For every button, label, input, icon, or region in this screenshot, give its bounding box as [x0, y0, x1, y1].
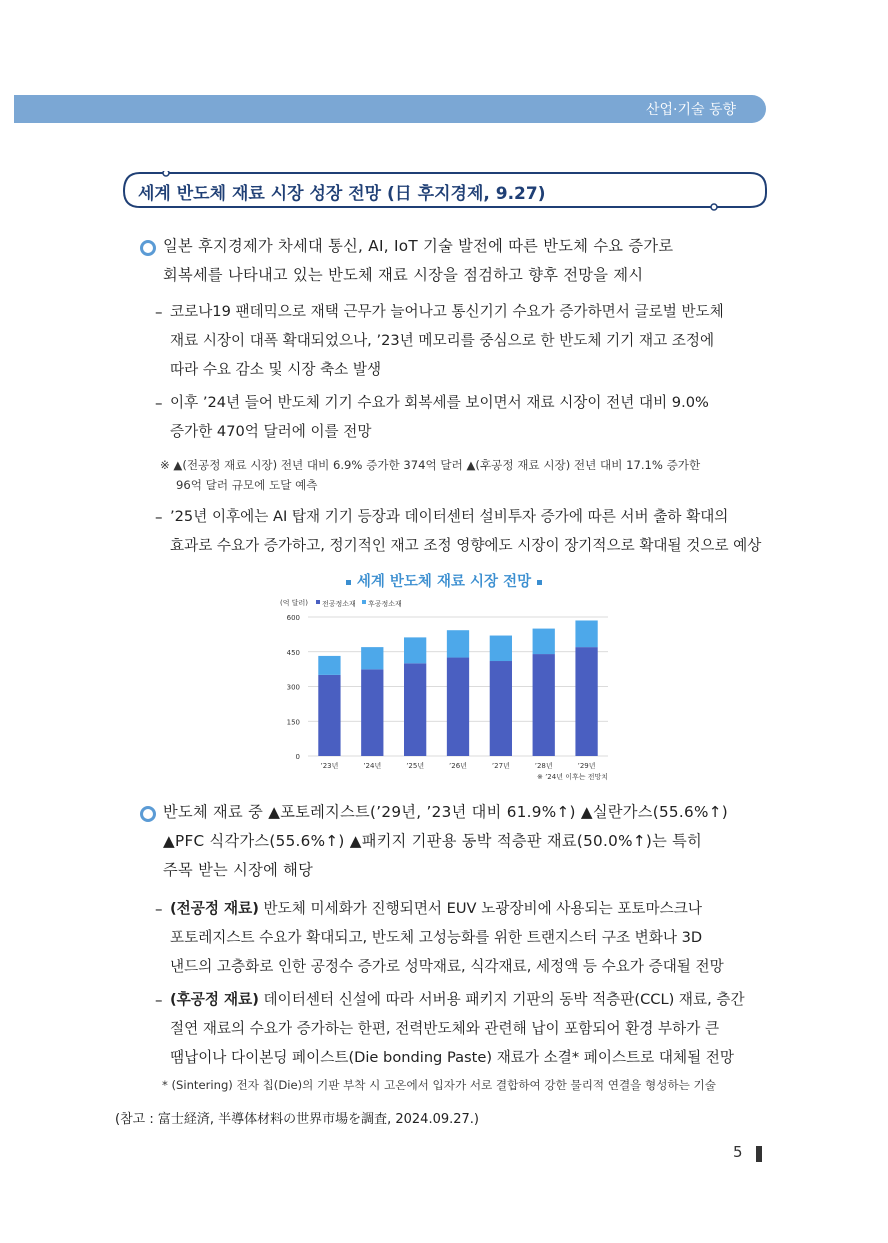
section1-bullet-text [163, 232, 673, 290]
x-tick-label: ’23년 [320, 762, 339, 770]
y-tick-label: 0 [295, 753, 300, 761]
legend-label: 전공정소재 [322, 600, 356, 608]
text-line: 코로나19 팬데믹으로 재택 근무가 늘어나고 통신기기 수요가 증가하면서 글로벌 반도체 [170, 303, 724, 320]
section2-note: * (Sintering) 전자 칩(Die)의 기판 부착 시 고온에서 입자가 서로 결합하여 강한 물리적 연결을 형성하는 기술 [162, 1078, 716, 1092]
item-label: (후공정 재료) [170, 991, 259, 1008]
text-line: 주목 받는 시장에 해당 [163, 861, 314, 879]
circle-bullet-icon [140, 806, 156, 822]
x-tick-label: ’27년 [491, 762, 510, 770]
dash-bullet-icon: – [155, 991, 163, 1009]
text-line: ▲PFC 식각가스(55.6%↑) ▲패키지 기판용 동박 적층판 재료(50.0%↑)는 특히 [163, 832, 703, 850]
bar-front-end [533, 654, 555, 756]
section1-note [160, 455, 700, 495]
text-line: 증가한 470억 달러에 이를 전망 [170, 423, 372, 440]
section1-item2 [170, 388, 709, 446]
bar-front-end [404, 663, 426, 756]
text-line: 반도체 미세화가 진행되면서 EUV 노광장비에 사용되는 포토마스크나 [258, 900, 702, 917]
x-tick-label: ’24년 [363, 762, 382, 770]
bar-front-end [447, 658, 469, 756]
x-tick-label: ’29년 [577, 762, 596, 770]
text-line: 절연 재료의 수요가 증가하는 한편, 전력반도체와 관련해 납이 포함되어 환경 부하가 큰 [170, 1020, 720, 1037]
legend-label: 후공정소재 [368, 600, 402, 608]
text-line: 반도체 재료 중 ▲포토레지스트(’29년, ’23년 대비 61.9%↑) ▲실란가스(55.6%↑) [163, 803, 728, 821]
unit-label: (억 달러) [280, 599, 308, 607]
item-label: (전공정 재료) [170, 900, 259, 917]
chart-title [0, 570, 888, 591]
section2-bullet-text [163, 798, 728, 885]
text-line: ※ ▲(전공정 재료 시장) 전년 대비 6.9% 증가한 374억 달러 ▲(후공정 재료 시장) 전년 대비 17.1% 증가한 [160, 458, 701, 472]
bar-back-end [361, 647, 383, 669]
y-tick-label: 300 [286, 683, 300, 692]
dash-bullet-icon: – [155, 508, 163, 526]
dash-bullet-icon: – [155, 394, 163, 412]
section-label: 산업·기술 동향 [645, 102, 736, 118]
bar-front-end [490, 661, 512, 756]
circle-bullet-icon [140, 240, 156, 256]
text-line: 96억 달러 규모에 도달 예측 [176, 478, 318, 492]
dash-bullet-icon: – [155, 900, 163, 918]
text-line: 따라 수요 감소 및 시장 축소 발생 [170, 361, 382, 378]
y-tick-label: 600 [286, 614, 300, 622]
bar-back-end [404, 637, 426, 663]
dash-bullet-icon: – [155, 303, 163, 321]
text-line: 회복세를 나타내고 있는 반도체 재료 시장을 점검하고 향후 전망을 제시 [163, 266, 644, 284]
text-line: 효과로 수요가 증가하고, 정기적인 재고 조정 영향에도 시장이 장기적으로 확대될 것으로 예상 [170, 537, 762, 554]
text-line: 낸드의 고층화로 인한 공정수 증가로 성막재료, 식각재료, 세정액 등 수요가 증대될 전망 [170, 958, 724, 975]
page-marker-bar [756, 1146, 762, 1162]
section1-item3 [170, 502, 761, 560]
page-number: 5 [733, 1143, 743, 1161]
text-line: 땜납이나 다이본딩 페이스트(Die bonding Paste) 재료가 소결* 페이스트로 대체될 전망 [170, 1049, 735, 1066]
text-line: 일본 후지경제가 차세대 통신, AI, IoT 기술 발전에 따른 반도체 수요 증가로 [163, 237, 674, 255]
x-tick-label: ’25년 [406, 762, 425, 770]
square-bullet-icon [537, 580, 542, 585]
text-line: ’25년 이후에는 AI 탑재 기기 등장과 데이터센터 설비투자 증가에 따른 서버 출하 확대의 [170, 508, 729, 525]
bar-back-end [575, 620, 597, 647]
bar-chart [278, 595, 638, 785]
section2-item2 [170, 985, 745, 1072]
bar-front-end [318, 675, 340, 756]
title-box [120, 171, 766, 209]
square-bullet-icon [346, 580, 351, 585]
section2-item1 [170, 894, 724, 981]
bar-back-end [318, 656, 340, 675]
x-tick-label: ’28년 [534, 762, 553, 770]
bar-back-end [533, 629, 555, 654]
bar-front-end [361, 669, 383, 756]
y-tick-label: 150 [286, 718, 300, 727]
x-tick-label: ’26년 [449, 762, 467, 770]
text-line: 포토레지스트 수요가 확대되고, 반도체 고성능화를 위한 트랜지스터 구조 변화나 3D [170, 929, 703, 946]
y-tick-label: 450 [286, 648, 300, 657]
legend-swatch [362, 600, 366, 604]
section1-item1 [170, 297, 724, 384]
text-line: 이후 ’24년 들어 반도체 기기 수요가 회복세를 보이면서 재료 시장이 전년 대비 9.0% [170, 394, 709, 411]
header-bar [14, 95, 766, 123]
legend-swatch [316, 600, 320, 604]
page-title: 세계 반도체 재료 시장 성장 전망 (日 후지경제, 9.27) [138, 184, 546, 204]
bar-back-end [447, 630, 469, 657]
chart-footnote: ※ ’24년 이후는 전망치 [536, 773, 608, 781]
bar-back-end [490, 636, 512, 661]
chart-title-text: 세계 반도체 재료 시장 전망 [356, 574, 532, 590]
text-line: 데이터센터 신설에 따라 서버용 패키지 기판의 동박 적층판(CCL) 재료, 층간 [258, 991, 745, 1008]
text-line: 재료 시장이 대폭 확대되었으나, ’23년 메모리를 중심으로 한 반도체 기기 재고 조정에 [170, 332, 715, 349]
bar-front-end [575, 647, 597, 756]
reference-citation: (참고 : 富士経済, 半導体材料の世界市場を調査, 2024.09.27.) [115, 1112, 479, 1127]
